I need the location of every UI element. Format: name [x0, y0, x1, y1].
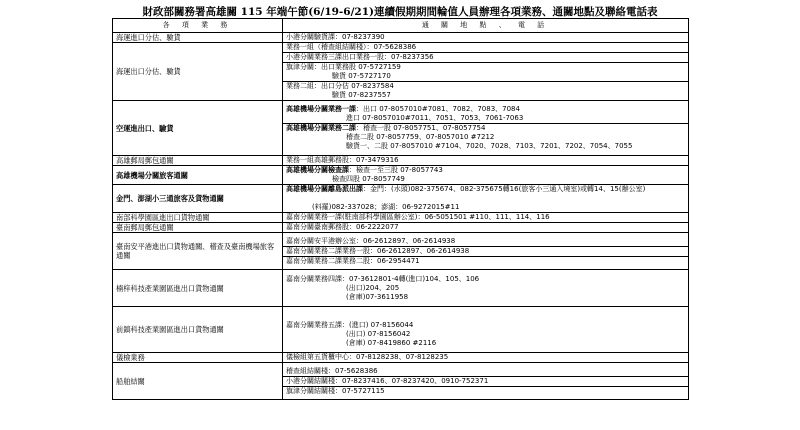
- contact-line: 旗津分關結關棧：07-5727115: [283, 386, 688, 396]
- table-row: [113, 33, 689, 43]
- header-task: 各 項 業 務: [113, 19, 283, 33]
- task-cell: 儀檢業務: [113, 353, 283, 363]
- contact-line: 業務一組（稽查組結關棧）：07-5628386: [286, 43, 417, 51]
- contact-line: (倉庫) 07-8419860 #2116: [346, 338, 437, 347]
- contact-line: 儀檢組第五貨櫃中心：07-8128238、07-8128235: [286, 353, 449, 361]
- contact-cell: [283, 156, 689, 166]
- contact-line: 業務二組：出口分估 07-8237584: [283, 81, 688, 91]
- table-row: [113, 43, 689, 101]
- task-cell: 臺南安平港進出口貨物通關、稽查及臺南機場旅客通關: [113, 233, 283, 270]
- contact-line: (料羅)082-337028；澎湖：06-9272015#11: [312, 203, 460, 211]
- document-title: 財政部關務署高雄關 115 年端午節(6/19-6/21)連續假期期間輪值人員辦理各項業務、通關地點及聯絡電話表: [142, 6, 658, 18]
- contact-line: 嘉南分關業務一課(駐南部科學園區辦公室)：06-5051501 #110、111、114、116: [286, 213, 550, 221]
- contact-line: 小港分關結關棧：07-8237416、07-8237420、0910-752371: [283, 376, 688, 386]
- header-location-phone: 通 關 地 點 、 電 話: [283, 19, 689, 33]
- duty-contact-table: [112, 18, 689, 400]
- table-row: [113, 101, 689, 156]
- task-cell: 楠梓科技產業園區進出口貨物通關: [113, 270, 283, 307]
- contact-cell: [283, 223, 689, 233]
- contact-cell: [283, 166, 689, 185]
- contact-line: 嘉南分關安平港辦公室：06-2612897、06-2614938: [286, 236, 456, 245]
- contact-cell: [283, 363, 689, 400]
- task-cell: 金門、澎湖小三通旅客及貨物通關: [113, 185, 283, 213]
- table-row: [113, 223, 689, 233]
- contact-line: 驗貨一、二股 07-8057010 #7104、7020、7028、7103、7201、7202、7054、7055: [346, 142, 633, 150]
- contact-line: 嘉南分關業務二課業務二股：06-2954471: [283, 256, 688, 266]
- task-cell: 前鎮科技產業園區進出口貨物通關: [113, 307, 283, 353]
- task-cell: 南部科學園區進出口貨物通關: [113, 213, 283, 223]
- contact-cell: [283, 213, 689, 223]
- contact-line: 小港分關驗貨課：07-8237390: [286, 33, 385, 41]
- contact-line: (倉庫)07-3611958: [346, 292, 409, 301]
- contact-line: 高雄機場分關業務一課：出口 07-8057010#7081、7082、7083、7084: [286, 105, 520, 113]
- contact-line: 業務一組高雄郵務股：07-3479316: [286, 156, 399, 164]
- contact-cell: [283, 101, 689, 156]
- contact-line: 嘉南分關臺南郵務股：06-2222077: [286, 223, 399, 231]
- unit-name: 高雄機場分關檢查課: [286, 166, 349, 174]
- task-cell: 臺南郵局郵包通關: [113, 223, 283, 233]
- contact-line: 稽查組結關棧：07-5628386: [286, 366, 378, 375]
- unit-name: 高雄機場分關離島派出課: [286, 185, 363, 193]
- contact-line: 嘉南分關業務四課：07-3612801-4轉(進口)104、105、106: [286, 274, 480, 283]
- unit-name: 高雄機場分關業務二課: [286, 124, 356, 132]
- contact-line: 檢查四股 07-8057749: [332, 175, 405, 183]
- contact-line: 嘉南分關業務二課業務一股：06-2612897、06-2614938: [283, 246, 688, 256]
- task-cell: 高雄機場分關旅客通關: [113, 166, 283, 185]
- contact-cell: [283, 43, 689, 101]
- table-row: [113, 166, 689, 185]
- task-cell: 高雄郵局郵包通關: [113, 156, 283, 166]
- task-cell: 海運進口分估、驗貨: [113, 33, 283, 43]
- table-row: [113, 353, 689, 363]
- task-cell: 空運進出口、驗貨: [113, 101, 283, 156]
- contact-line: (出口)204、205: [346, 283, 400, 292]
- contact-cell: [283, 353, 689, 363]
- contact-cell: [283, 307, 689, 353]
- table-row: [113, 185, 689, 213]
- contact-line: 驗貨 07-8237557: [332, 91, 391, 99]
- contact-line: 高雄機場分關離島派出課：金門：(水頭)082-375674、082-375675轉16(旅客小三通入境室)或轉14、15(辦公室): [286, 185, 646, 193]
- table-row: [113, 307, 689, 353]
- table-row: [113, 233, 689, 270]
- contact-line: 進口 07-8057010#7011、7051、7053、7061-7063: [346, 114, 524, 122]
- contact-line: 旗津分關：出口業務股 07-5727159: [283, 62, 688, 72]
- contact-line: 高雄機場分關檢查課：檢查一至三股 07-8057743: [286, 166, 443, 174]
- table-body: [113, 33, 689, 400]
- contact-cell: [283, 270, 689, 307]
- task-cell: 船舶結關: [113, 363, 283, 400]
- table-row: [113, 213, 689, 223]
- contact-line: 嘉南分關業務五課：(進口) 07-8156044: [286, 320, 414, 329]
- table-row: [113, 156, 689, 166]
- table-header-row: [113, 19, 689, 33]
- contact-line: 高雄機場分關業務二課：稽查一股 07-8057751、07-8057754: [283, 123, 688, 133]
- contact-line: (出口) 07-8156042: [346, 329, 411, 338]
- table-row: [113, 363, 689, 400]
- contact-cell: [283, 233, 689, 270]
- unit-name: 高雄機場分關業務一課: [286, 105, 356, 113]
- contact-line: 驗貨 07-5727170: [332, 72, 391, 80]
- contact-cell: [283, 33, 689, 43]
- contact-line: 稽查二股 07-8057759、07-8057010 #7212: [346, 133, 495, 141]
- contact-cell: [283, 185, 689, 213]
- contact-line: 小港分關業務三課出口業務一股：07-8237356: [283, 52, 688, 62]
- task-cell: 海運出口分估、驗貨: [113, 43, 283, 101]
- table-row: [113, 270, 689, 307]
